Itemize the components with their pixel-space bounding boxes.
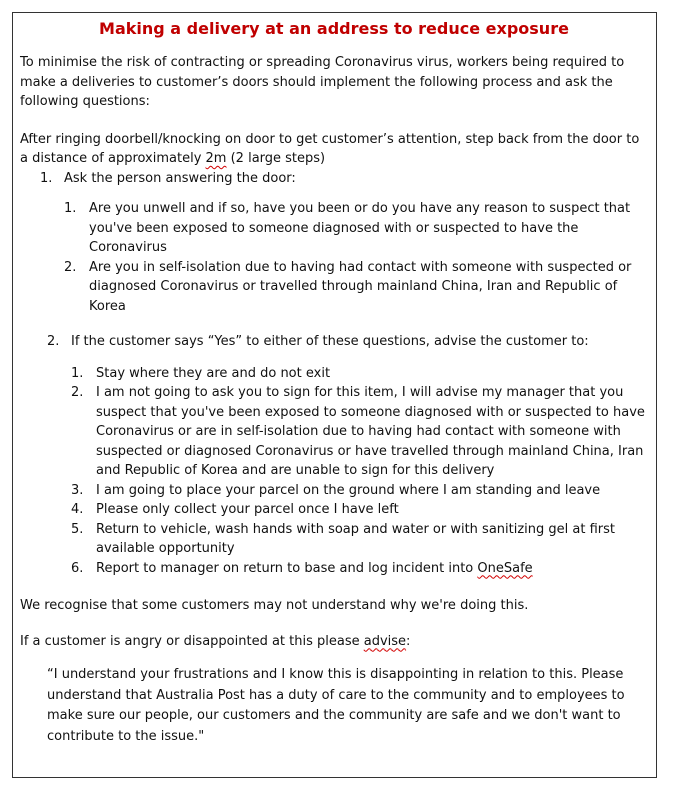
item-text: Stay where they are and do not exit xyxy=(96,365,331,381)
step-number: 1. xyxy=(40,170,53,186)
item-number: 3. xyxy=(71,482,84,498)
step-text: If the customer says “Yes” to either of these questions, advise the customer to: xyxy=(71,334,589,349)
recognise-paragraph: We recognise that some customers may not understand why we're doing this. xyxy=(20,598,529,613)
item-text: Please only collect your parcel once I have left xyxy=(96,502,399,517)
item-text-start: Report to manager on return to base and log incident into xyxy=(96,560,478,576)
item-number: 2. xyxy=(71,385,84,400)
spellcheck-flag-onesafe: OneSafe xyxy=(477,560,533,576)
step-2 xyxy=(47,332,648,352)
advice-list xyxy=(71,364,648,579)
list-item xyxy=(71,559,648,579)
item-number: 5. xyxy=(71,521,84,537)
list-item xyxy=(71,383,648,481)
list-item xyxy=(64,258,648,317)
spellcheck-flag-advise: advise xyxy=(363,633,407,649)
angry-text-start: If a customer is angry or disappointed at this please xyxy=(20,633,364,649)
step-1 xyxy=(40,169,648,189)
door-questions-list xyxy=(64,199,648,316)
item-text: Are you unwell and if so, have you been or do you have any reason to suspect that you've been exposed to someone diagnosed with or suspected to have the Coronavirus xyxy=(89,201,631,255)
item-number: 4. xyxy=(71,502,84,517)
angry-text-end: : xyxy=(406,633,411,649)
steps-list xyxy=(20,169,648,579)
after-ring-text-start: After ringing doorbell/knocking on door to get customer’s attention, step back from the door to a distance of approximately xyxy=(20,131,640,166)
item-number: 6. xyxy=(71,560,84,576)
document-title: Making a delivery at an address to reduce exposure xyxy=(99,19,569,38)
after-ring-paragraph xyxy=(20,130,648,169)
after-ring-text-end: (2 large steps) xyxy=(226,151,326,166)
item-number: 1. xyxy=(71,365,84,381)
item-number: 2. xyxy=(64,259,77,275)
list-item xyxy=(64,199,648,258)
intro-paragraph: To minimise the risk of contracting or spreading Coronavirus virus, workers being required to make a deliveries to customer’s doors should implement the following process and ask the following questions: xyxy=(20,55,625,109)
item-text: I am not going to ask you to sign for this item, I will advise my manager that you suspect that you've been exposed to someone diagnosed with or suspected to have Coronavirus or are in self-isolation due to having had contact with someone with suspected or diagnosed Coronavirus or have travelled through mainland China, Iran and Republic of Korea and are unable to sign for this delivery xyxy=(96,385,645,478)
list-item xyxy=(71,364,648,384)
list-item xyxy=(71,481,648,501)
list-item xyxy=(71,500,648,520)
item-text: Are you in self-isolation due to having had contact with someone with suspected or diagnosed Coronavirus or travelled through mainland China, Iran and Republic of Korea xyxy=(89,259,632,314)
step-text: Ask the person answering the door: xyxy=(64,170,296,186)
spellcheck-flag-2m: 2m xyxy=(205,151,227,166)
item-number: 1. xyxy=(64,201,77,216)
angry-customer-paragraph xyxy=(20,632,648,652)
list-item xyxy=(71,520,648,559)
document-frame xyxy=(12,12,657,778)
item-text xyxy=(96,559,648,579)
item-text: I am going to place your parcel on the ground where I am standing and leave xyxy=(96,482,601,498)
step-number: 2. xyxy=(47,334,60,349)
item-text: Return to vehicle, wash hands with soap and water or with sanitizing gel at first available opportunity xyxy=(96,521,616,556)
advice-quote: “I understand your frustrations and I know this is disappointing in relation to this. Please understand that Australia Post has a duty of care to the community and to employees to make sure our people, our customers and the community are safe and we don't want to contribute to the issue." xyxy=(47,667,625,744)
